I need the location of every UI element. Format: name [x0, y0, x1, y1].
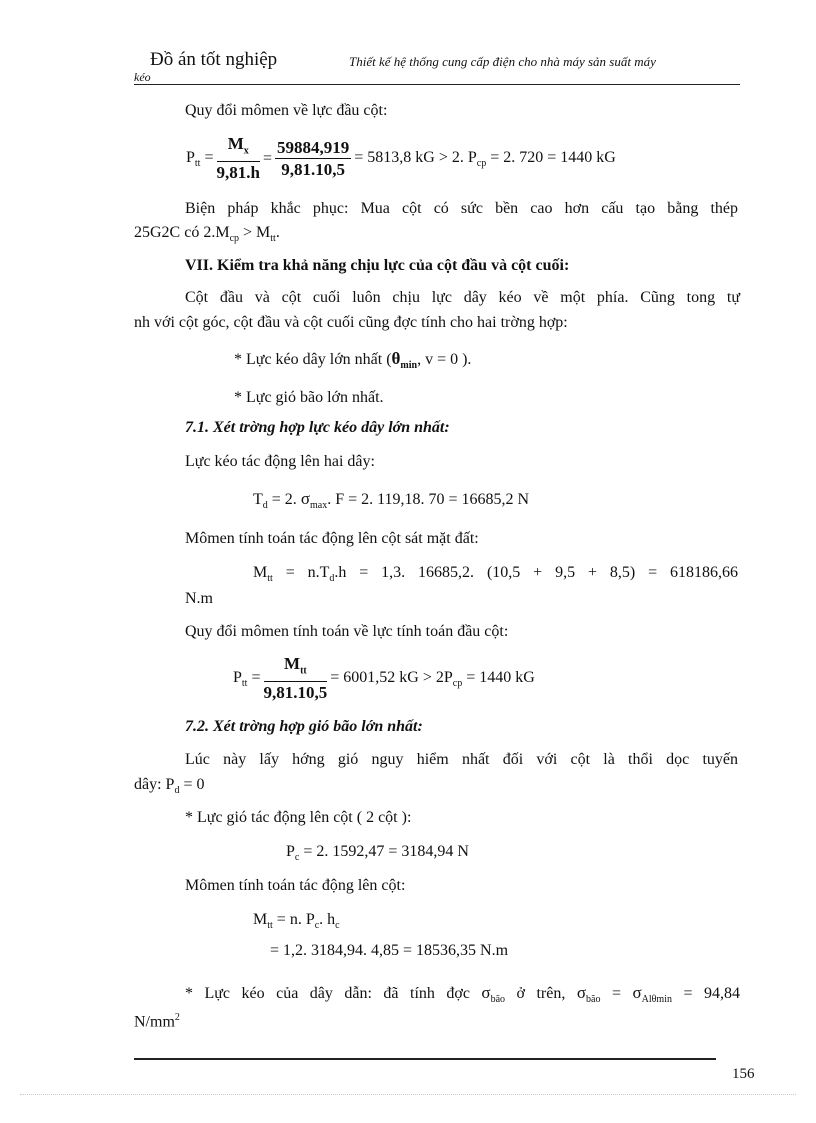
header-title: Đồ án tốt nghiệp: [150, 49, 278, 70]
line-wind-direction: Lúc này lấy hớng gió nguy hiểm nhất đối với cột là thổi dọc tuyến: [185, 751, 738, 768]
equation-pc: $P_c = 2$. 1592,47 = 3184,94 N: [286, 843, 469, 864]
equation-mtt-1: $M_{tt} = n.T_d.h = 1,3$. 16685,2. (10,5 + 9,5 + 8,5) = 618186,66: [253, 564, 739, 585]
line-pull-force: Lực kéo tác động lên hai dây:: [185, 453, 375, 470]
eq2-lhs: $P_{tt}$ =: [233, 669, 261, 690]
line-moment-column: Mômen tính toán tác động lên cột:: [185, 877, 406, 894]
section-heading-7-1: 7.1. Xét trờng hợp lực kéo dây lớn nhất:: [185, 419, 450, 436]
eq2-fraction: $\frac{M_{tt}}{9,81.10,5}$: [263, 654, 328, 703]
eq1-lhs: $P_{tt}$ =: [186, 149, 214, 170]
line-remedy-cont: 25G2C có $2.M_{cp} > M_{tt}$.: [134, 224, 280, 245]
sigma-storm-symbol-2: σ: [576, 983, 587, 1002]
line-col-pull: Cột đầu và cột cuối luôn chịu lực dây kéo về một phía. Cũng tong tự: [185, 289, 740, 306]
equation-ptt-1: $P_{tt}$ = $\frac{M_x}{9,81.h}$ = $\frac{59884,919}{9,81.10,5}$ = 5813,8 kG > 2. $P_{cp} = 2$. 720 = 1440 kG: [186, 134, 616, 183]
sigma-storm-symbol: σ: [481, 983, 491, 1002]
page-edge-dots: [20, 1094, 796, 1095]
sigma-al-symbol: σ: [632, 983, 642, 1002]
line-convert-calc: Quy đổi mômen tính toán về lực tính toán đầu cột:: [185, 623, 509, 640]
eq1-fraction-1: $\frac{M_x}{9,81.h}$: [216, 134, 260, 183]
line-col-pull-cont: nh với cột góc, cột đầu và cột cuối cũng đợc tính cho hai trờng hợp:: [134, 314, 568, 331]
eq1-fraction-2: $\frac{59884,919}{9,81.10,5}$: [277, 137, 350, 179]
header-subtitle-continued: kéo: [134, 70, 151, 84]
theta-symbol: θ: [391, 349, 401, 368]
footer-rule: [134, 1058, 716, 1060]
equation-mtt-2: $M_{tt} = n$. $P_c$. $h_c$: [253, 911, 340, 932]
line-pd-zero: dây: $P_d = 0$: [134, 776, 205, 797]
page-number: 156: [732, 1066, 755, 1082]
line-moment-ground: Mômen tính toán tác động lên cột sát mặt đất:: [185, 530, 479, 547]
unit-nm: N.m: [185, 590, 213, 607]
bullet-max-storm: * Lực gió bão lớn nhất.: [234, 389, 384, 406]
header-subtitle: Thiết kế hệ thống cung cấp điện cho nhà máy sản suất máy: [349, 54, 656, 69]
eq2-result: = 6001,52 kG > $2P_{cp} = 1440$ kG: [330, 669, 535, 690]
eq1-result: = 5813,8 kG > 2. $P_{cp} = 2$. 720 = 1440 kG: [354, 149, 616, 170]
section-heading-7-2: 7.2. Xét trờng hợp gió bão lớn nhất:: [185, 718, 423, 735]
header-rule: [134, 84, 740, 85]
bullet-wind-force: * Lực gió tác động lên cột ( 2 cột ):: [185, 809, 412, 826]
bullet-conductor-pull: * Lực kéo của dây dẫn: đã tính đợc $\sigma_{bão}$ ở trên, $\sigma_{bão} = \sigma_{Al\theta min} = 94,84$: [185, 983, 740, 1006]
equation-ptt-2: [233, 654, 535, 704]
equation-td: $T_d = 2$. $\sigma_{max}$. F = 2. 119,18. 70 = 16685,2 N: [253, 489, 530, 512]
section-heading-vii: VII. Kiểm tra khả năng chịu lực của cột đầu và cột cuối:: [185, 257, 570, 274]
unit-n-mm2: $N/mm^2$: [134, 1012, 180, 1031]
line-convert-moment: Quy đổi mômen về lực đầu cột:: [185, 102, 388, 119]
equation-mtt-2-result: = 1,2. 3184,94. 4,85 = 18536,35 N.m: [270, 942, 509, 959]
line-remedy: Biện pháp khắc phục: Mua cột có sức bền cao hơn cấu tạo bằng thép: [185, 200, 738, 217]
bullet-max-pull: * Lực kéo dây lớn nhất ($\theta_{min}$, v = 0 ).: [234, 349, 472, 372]
sigma-symbol: σ: [300, 489, 310, 508]
